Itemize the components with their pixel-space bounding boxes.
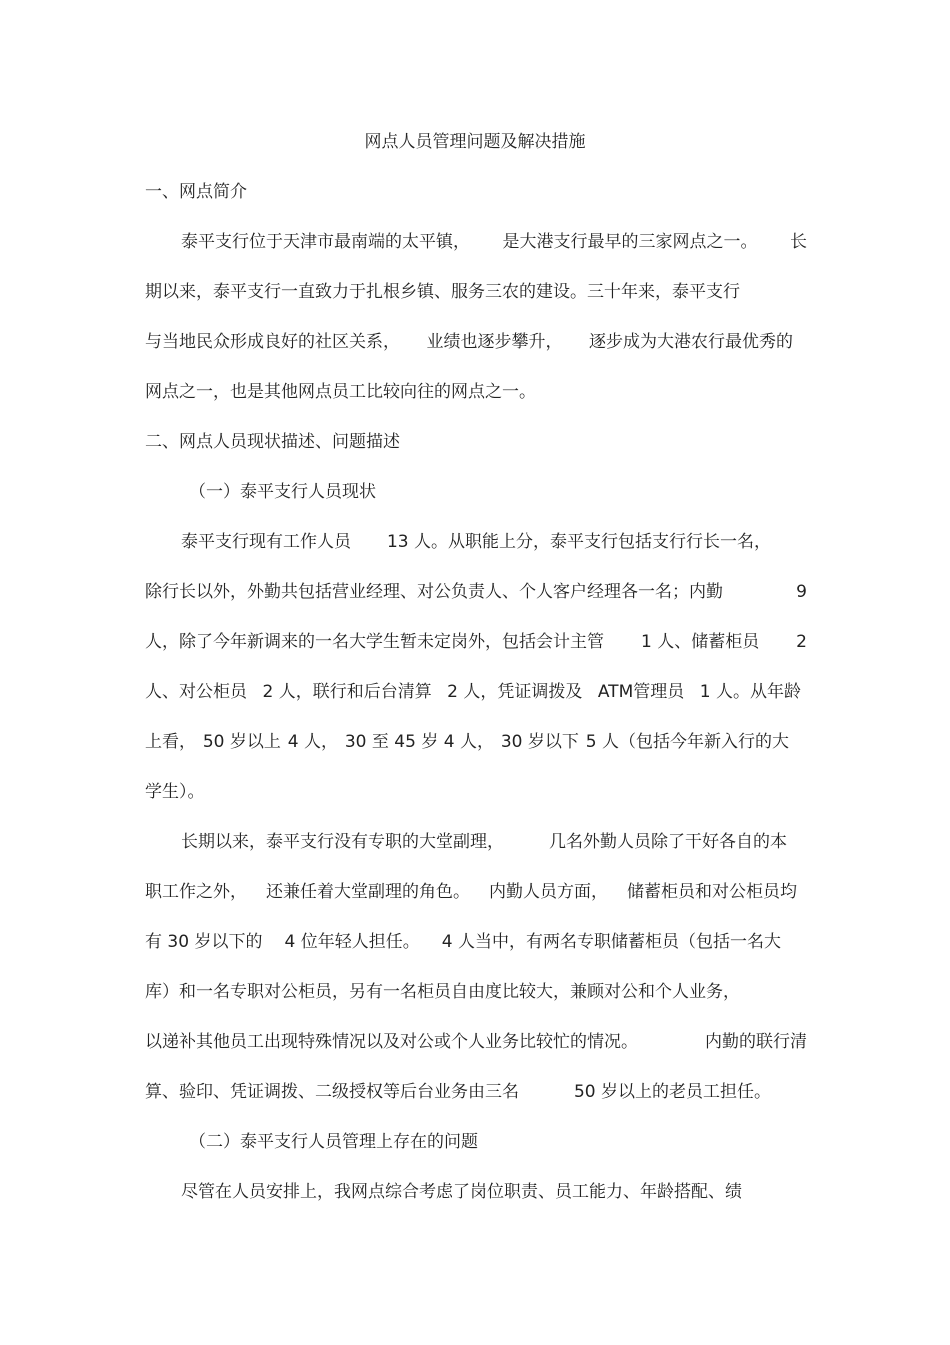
paragraph-line: 算、验印、凭证调拨、二级授权等后台业务由三名 50 岁以上的老员工担任。	[145, 1082, 771, 1102]
paragraph-line: 网点之一，也是其他网点员工比较向往的网点之一。	[145, 382, 536, 402]
subsection-heading: （一）泰平支行人员现状	[189, 482, 376, 502]
paragraph-line: 期以来，泰平支行一直致力于扎根乡镇、服务三农的建设。三十年来，泰平支行	[145, 282, 740, 302]
paragraph-line: 人、对公柜员 2 人，联行和后台清算 2 人，凭证调拨及 ATM管理员 1 人。从年龄	[145, 682, 801, 702]
subsection-heading: （二）泰平支行人员管理上存在的问题	[189, 1132, 478, 1152]
paragraph-line: 上看， 50 岁以上 4 人， 30 至 45 岁 4 人， 30 岁以下 5 人（包括今年新入行的大	[145, 732, 789, 752]
paragraph-line: 泰平支行位于天津市最南端的太平镇， 是大港支行最早的三家网点之一。 长	[181, 232, 807, 252]
paragraph-line: 泰平支行现有工作人员 13 人。从职能上分，泰平支行包括支行行长一名，	[181, 532, 771, 552]
section-heading: 一、网点简介	[145, 182, 247, 202]
paragraph-line: 尽管在人员安排上，我网点综合考虑了岗位职责、员工能力、年龄搭配、绩	[181, 1182, 742, 1202]
paragraph-line: 库）和一名专职对公柜员，另有一名柜员自由度比较大，兼顾对公和个人业务，	[145, 982, 740, 1002]
paragraph-line: 以递补其他员工出现特殊情况以及对公或个人业务比较忙的情况。 内勤的联行清	[145, 1032, 807, 1052]
document-title: 网点人员管理问题及解决措施	[364, 132, 586, 152]
paragraph-line: 与当地民众形成良好的社区关系， 业绩也逐步攀升， 逐步成为大港农行最优秀的	[145, 332, 793, 352]
section-heading: 二、网点人员现状描述、问题描述	[145, 432, 400, 452]
paragraph-line: 人，除了今年新调来的一名大学生暂未定岗外，包括会计主管 1 人、储蓄柜员 2	[145, 632, 807, 652]
paragraph-line: 有 30 岁以下的 4 位年轻人担任。 4 人当中，有两名专职储蓄柜员（包括一名大	[145, 932, 781, 952]
paragraph-line: 学生）。	[145, 782, 205, 802]
paragraph-line: 除行长以外，外勤共包括营业经理、对公负责人、个人客户经理各一名；内勤 9	[145, 582, 807, 602]
paragraph-line: 职工作之外， 还兼任着大堂副理的角色。 内勤人员方面， 储蓄柜员和对公柜员均	[145, 882, 797, 902]
paragraph-line: 长期以来，泰平支行没有专职的大堂副理， 几名外勤人员除了干好各自的本	[181, 832, 787, 852]
